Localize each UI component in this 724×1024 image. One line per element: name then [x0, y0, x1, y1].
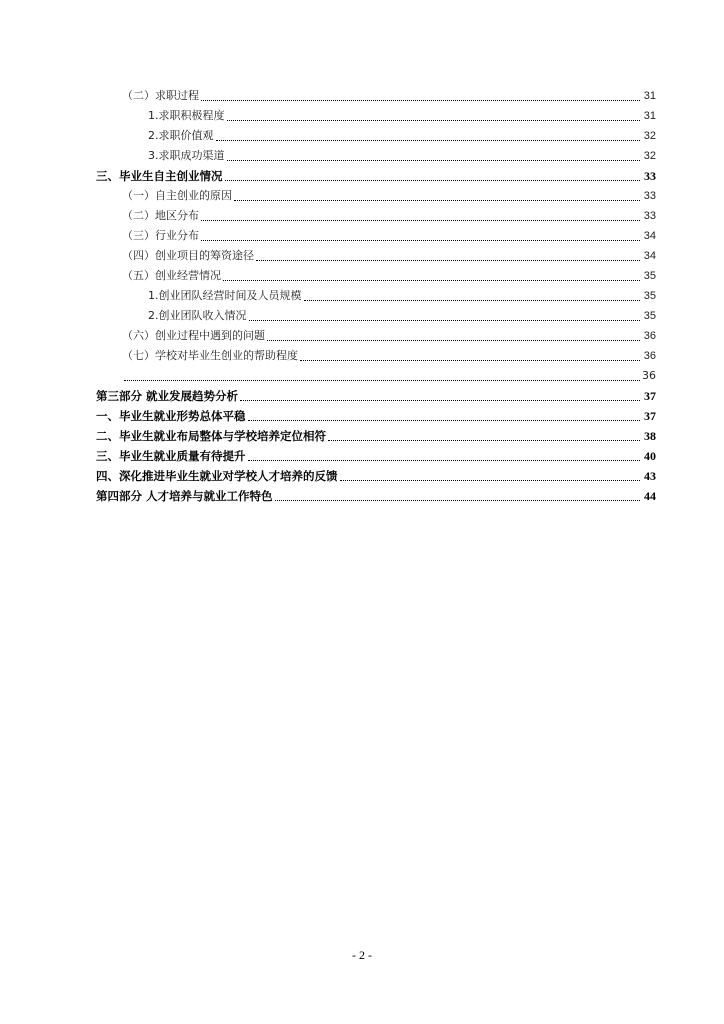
toc-entry-page-number: 38: [644, 429, 656, 443]
dot-leader: [240, 399, 640, 401]
toc-entry[interactable]: [96, 186, 656, 206]
toc-entry[interactable]: [96, 446, 656, 466]
toc-entry-title: （三）行业分布: [122, 229, 199, 242]
toc-entry-title: 二、毕业生就业布局整体与学校培养定位相符: [96, 429, 326, 443]
toc-entry-title: （一）自主创业的原因: [122, 189, 232, 202]
toc-entry[interactable]: [96, 246, 656, 266]
toc-entry-page-number: 36: [643, 350, 656, 362]
toc-entry-title: 3.求职成功渠道: [148, 149, 225, 162]
toc-entry[interactable]: [96, 146, 656, 166]
dot-leader: [267, 339, 640, 341]
toc-entry-title: 第三部分 就业发展趋势分析: [96, 389, 239, 403]
toc-entry-page-number: 35: [643, 290, 656, 302]
dot-leader: [248, 459, 641, 461]
toc-entry[interactable]: [96, 286, 656, 306]
dot-leader: [328, 439, 640, 441]
toc-entry[interactable]: [96, 206, 656, 226]
toc-entry-page-number: 40: [644, 449, 656, 463]
dot-leader: [124, 379, 640, 381]
toc-entry-title: （二）地区分布: [122, 209, 199, 222]
toc-entry-title: （四）创业项目的筹资途径: [122, 249, 254, 262]
toc-entry-title: 三、毕业生自主创业情况: [96, 169, 223, 183]
toc-entry-page-number: 33: [643, 190, 656, 202]
toc-entry[interactable]: [96, 106, 656, 126]
dot-leader: [300, 359, 640, 361]
toc-entry-page-number: 34: [643, 250, 656, 262]
toc-entry-page-number: 35: [643, 310, 656, 322]
toc-entry[interactable]: [96, 346, 656, 366]
toc-entry-title: 1.求职积极程度: [148, 109, 225, 122]
toc-entry-page-number: 36: [643, 330, 656, 342]
toc-entry[interactable]: [96, 126, 656, 146]
toc-entry[interactable]: [96, 366, 656, 386]
dot-leader: [249, 319, 641, 321]
toc-entry[interactable]: [96, 306, 656, 326]
toc-entry-page-number: 43: [644, 469, 656, 483]
toc-entry-title: （六）创业过程中遇到的问题: [122, 329, 265, 342]
dot-leader: [201, 219, 640, 221]
toc-entry[interactable]: [96, 226, 656, 246]
dot-leader: [216, 139, 641, 141]
toc-entry-title: （五）创业经营情况: [122, 269, 221, 282]
toc-entry-page-number: 32: [643, 150, 656, 162]
dot-leader: [340, 479, 641, 481]
toc-entry-title: （七）学校对毕业生创业的帮助程度: [122, 349, 298, 362]
toc-entry-page-number: 34: [643, 230, 656, 242]
dot-leader: [225, 179, 641, 181]
toc-entry[interactable]: [96, 266, 656, 286]
toc-entry-page-number: 36: [642, 369, 656, 382]
toc-entry-title: 2.求职价值观: [148, 129, 214, 142]
dot-leader: [275, 499, 640, 501]
toc-entry-page-number: 31: [643, 90, 656, 102]
table-of-contents: [96, 86, 656, 506]
toc-entry-page-number: 31: [643, 110, 656, 122]
toc-entry[interactable]: [96, 86, 656, 106]
toc-entry-title: 1.创业团队经营时间及人员规模: [148, 289, 302, 302]
toc-entry-title: 四、深化推进毕业生就业对学校人才培养的反馈: [96, 469, 338, 483]
toc-entry-page-number: 32: [643, 130, 656, 142]
toc-entry-title: 三、毕业生就业质量有待提升: [96, 449, 246, 463]
dot-leader: [227, 119, 641, 121]
toc-entry[interactable]: [96, 426, 656, 446]
toc-entry-page-number: 37: [644, 409, 656, 423]
toc-entry-title: （二）求职过程: [122, 89, 199, 102]
dot-leader: [223, 279, 640, 281]
toc-entry-page-number: 33: [643, 210, 656, 222]
dot-leader: [201, 99, 640, 101]
toc-entry[interactable]: [96, 486, 656, 506]
page-number: - 2 -: [352, 948, 372, 962]
toc-entry-page-number: 44: [644, 489, 656, 503]
dot-leader: [201, 239, 640, 241]
toc-entry[interactable]: [96, 166, 656, 186]
toc-entry-title: 第四部分 人才培养与就业工作特色: [96, 489, 273, 503]
dot-leader: [248, 419, 641, 421]
toc-entry-title: 一、毕业生就业形势总体平稳: [96, 409, 246, 423]
dot-leader: [234, 199, 640, 201]
toc-entry-page-number: 35: [643, 270, 656, 282]
toc-entry[interactable]: [96, 326, 656, 346]
toc-entry-title: 2.创业团队收入情况: [148, 309, 247, 322]
toc-entry[interactable]: [96, 406, 656, 426]
toc-entry-page-number: 33: [644, 169, 656, 183]
dot-leader: [256, 259, 640, 261]
toc-entry[interactable]: [96, 466, 656, 486]
toc-entry-page-number: 37: [644, 389, 656, 403]
dot-leader: [227, 159, 641, 161]
dot-leader: [304, 299, 641, 301]
toc-entry[interactable]: [96, 386, 656, 406]
